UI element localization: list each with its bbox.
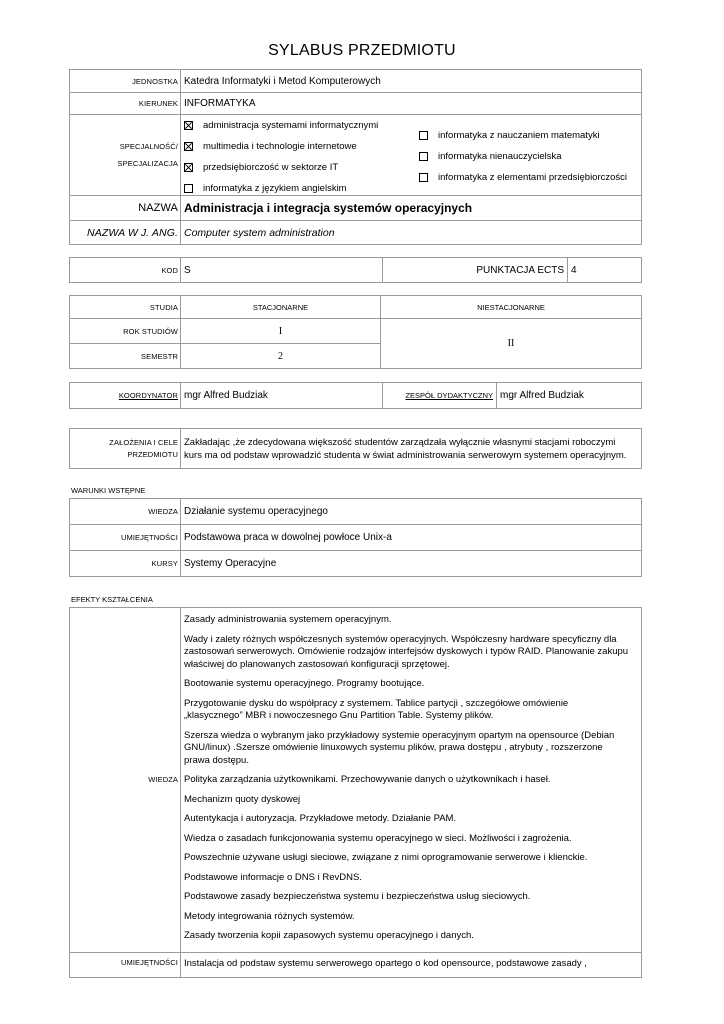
kod-label: KOD: [70, 258, 181, 283]
specializations-cell: [181, 115, 642, 196]
wiedza-item: Zasady tworzenia kopii zapasowych systemu operacyjnego i danych.: [184, 930, 474, 941]
warunki-wiedza-value: Działanie systemu operacyjnego: [181, 499, 642, 525]
studia-table: [69, 295, 642, 369]
unchecked-checkbox-icon[interactable]: [419, 152, 428, 161]
efekty-umiejetnosci-label: UMIEJĘTNOŚCI: [70, 952, 181, 977]
koordynator-value: mgr Alfred Budziak: [181, 383, 383, 409]
ects-label: PUNKTACJA ECTS: [383, 258, 568, 283]
header-table: [69, 69, 642, 245]
specializations-left: [184, 115, 414, 199]
wiedza-item: Zasady administrowania systemem operacyjnym.: [184, 614, 392, 625]
specialization-option[interactable]: przedsiębiorczość w sektorze IT: [184, 157, 414, 178]
wiedza-item: Szersza wiedza o wybranym jako przykładowy systemie operacyjnym opartym na opensource (Debian GNU/linux) .Szersze omówienie linuxowych systemu plików, prawa dostępu , atrybuty , rozszerzone prawa dostępu.: [184, 729, 615, 766]
specialization-option[interactable]: informatyka nienauczycielska: [419, 146, 644, 167]
efekty-umiejetnosci-value: Instalacja od podstaw systemu serwerowego opartego o kod opensource, podstawowe zasady ,: [181, 952, 642, 977]
zespol-value: mgr Alfred Budziak: [497, 383, 642, 409]
warunki-wiedza-label: WIEDZA: [70, 499, 181, 525]
checked-checkbox-icon[interactable]: [184, 142, 193, 151]
zalozenia-label: [70, 429, 181, 469]
efekty-wiedza-list: [181, 608, 642, 953]
wiedza-item: Autentykacja i autoryzacja. Przykładowe metody. Działanie PAM.: [184, 813, 457, 824]
zalozenia-label-line1: ZAŁOŻENIA I CELE: [109, 437, 178, 447]
wiedza-item: Bootowanie systemu operacyjnego. Programy bootujące.: [184, 678, 425, 689]
ects-value: 4: [568, 258, 642, 283]
unchecked-checkbox-icon[interactable]: [419, 173, 428, 182]
zalozenia-value: Zakładając ,że zdecydowana większość studentów zarządzała wyłącznie własnymi stacjami roboczymi kurs ma od podstaw wprowadzić studenta w świat administrowania serwerowym systemem operacyjnym.: [181, 429, 642, 469]
koordynator-table: [69, 382, 642, 409]
rok-label: ROK STUDIÓW: [70, 319, 181, 344]
warunki-section-title: WARUNKI WSTĘPNE: [71, 486, 146, 495]
wiedza-item: Podstawowe zasady bezpieczeństwa systemu i bezpieczeństwa usług sieciowych.: [184, 891, 531, 902]
warunki-kursy-label: KURSY: [70, 551, 181, 577]
kierunek-label: KIERUNEK: [70, 93, 181, 115]
nazwa-label: NAZWA: [70, 196, 181, 221]
unchecked-checkbox-icon[interactable]: [419, 131, 428, 140]
wiedza-item: Mechanizm quoty dyskowej: [184, 793, 301, 805]
semestr-label: SEMESTR: [70, 344, 181, 369]
page-title: SYLABUS PRZEDMIOTU: [268, 42, 456, 59]
efekty-table: [69, 607, 642, 978]
kierunek-value: INFORMATYKA: [181, 93, 642, 115]
kod-table: [69, 257, 642, 283]
checked-checkbox-icon[interactable]: [184, 121, 193, 130]
nazwa-ang-label: NAZWA W J. ANG.: [70, 221, 181, 245]
specializations-right: [419, 125, 644, 188]
specjalnosc-label-line1: SPECJALNOŚĆ/: [119, 142, 178, 151]
zalozenia-table: [69, 428, 642, 469]
specialization-option[interactable]: informatyka z elementami przedsiębiorczości: [419, 167, 644, 188]
warunki-umiejetnosci-value: Podstawowa praca w dowolnej powłoce Unix-a: [181, 525, 642, 551]
warunki-table: [69, 498, 642, 577]
wiedza-item: Podstawowe informacje o DNS i RevDNS.: [184, 871, 362, 883]
wiedza-item: Wiedza o zasadach funkcjonowania systemu operacyjnego w sieci. Możliwości i zagrożenia.: [184, 832, 572, 844]
koordynator-label: KOORDYNATOR: [70, 383, 181, 409]
nazwa-value: Administracja i integracja systemów operacyjnych: [181, 196, 642, 221]
unchecked-checkbox-icon[interactable]: [184, 184, 193, 193]
stacjonarne-header: STACJONARNE: [181, 296, 381, 319]
specjalnosc-label: [70, 115, 181, 196]
jednostka-value: Katedra Informatyki i Metod Komputerowych: [181, 70, 642, 93]
warunki-umiejetnosci-label: UMIEJĘTNOŚCI: [70, 525, 181, 551]
zespol-label: ZESPÓŁ DYDAKTYCZNY: [383, 383, 497, 409]
specjalnosc-label-line2: SPECJALIZACJA: [117, 159, 178, 168]
wiedza-item: Powszechnie używane usługi sieciowe, związane z nimi oprogramowanie serwerowe i klienckie.: [184, 852, 588, 863]
efekty-section-title: EFEKTY KSZTAŁCENIA: [71, 595, 153, 604]
jednostka-label: JEDNOSTKA: [70, 70, 181, 93]
niestacjonarne-header: NIESTACJONARNE: [381, 296, 642, 319]
rok-stac-value: I: [181, 319, 381, 344]
checked-checkbox-icon[interactable]: [184, 163, 193, 172]
kod-value: S: [181, 258, 383, 283]
specialization-option[interactable]: multimedia i technologie internetowe: [184, 136, 414, 157]
semestr-stac-value: 2: [181, 344, 381, 369]
niestac-value: II: [381, 319, 642, 369]
nazwa-ang-value: Computer system administration: [181, 221, 642, 245]
wiedza-item: Metody integrowania różnych systemów.: [184, 910, 355, 922]
specialization-option[interactable]: administracja systemami informatycznymi: [184, 115, 414, 136]
studia-label: STUDIA: [70, 296, 181, 319]
efekty-wiedza-label: WIEDZA: [70, 608, 181, 953]
wiedza-item: Polityka zarządzania użytkownikami. Przechowywanie danych o użytkownikach i haseł.: [184, 774, 551, 785]
wiedza-item: Wady i zalety różnych współczesnych systemów operacyjnych. Współczesny hardware specyficzny dla zastosowań serwerowych. Omówienie rodzajów interfejsów dyskowych i typów RAID. Planowanie zakupu właściwej do planowanych zastosowań konfiguracji sprzętowej.: [184, 633, 629, 670]
zalozenia-label-line2: PRZEDMIOTU: [127, 449, 178, 459]
specialization-option[interactable]: informatyka z językiem angielskim: [184, 178, 414, 199]
wiedza-item: Przygotowanie dysku do współpracy z systemem. Tablice partycji , szczegółowe omówienie „klasycznego” MBR i nowoczesnego Gnu Partition Table. Systemy plików.: [184, 697, 569, 721]
specialization-option[interactable]: informatyka z nauczaniem matematyki: [419, 125, 644, 146]
warunki-kursy-value: Systemy Operacyjne: [181, 551, 642, 577]
